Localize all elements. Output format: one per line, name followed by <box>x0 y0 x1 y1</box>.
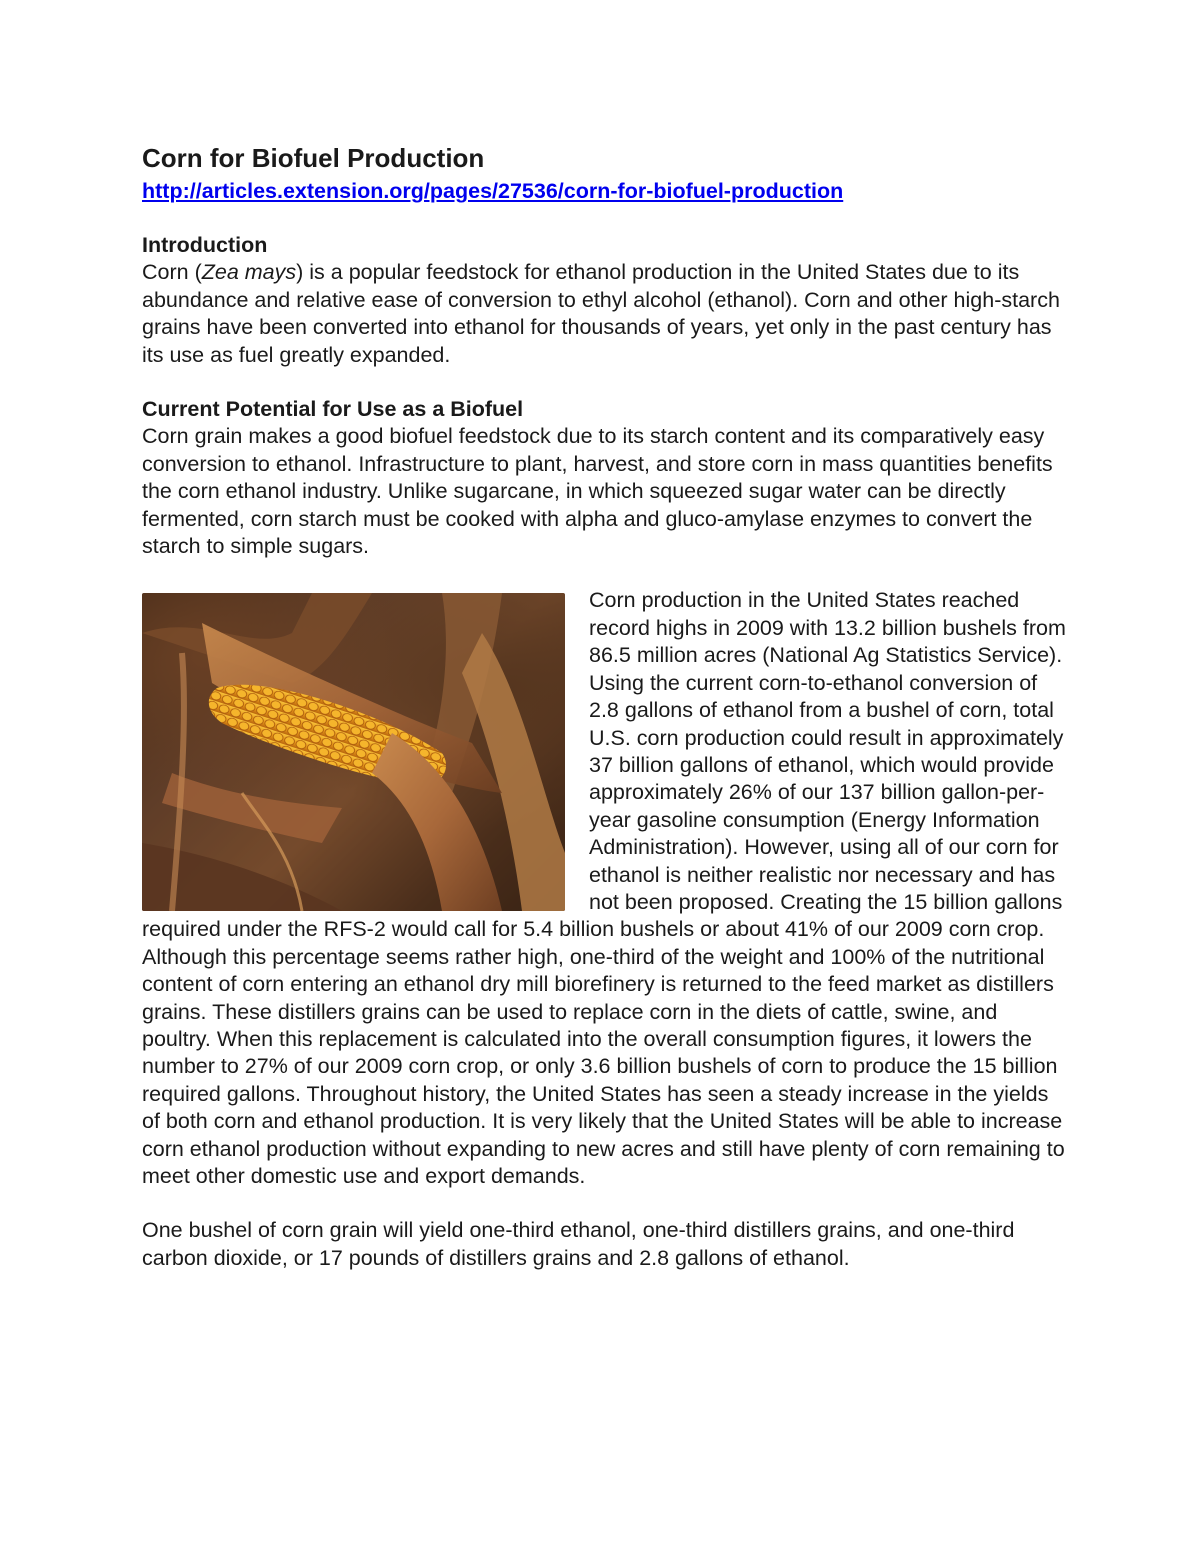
intro-text-end: ) is a popular feedstock for ethanol production in the United States due to its abundance and relative ease of conversion to ethyl alcohol (ethanol). Corn and other high-starch grains have been converted into ethanol for thousands of years, yet only in the past century has its use as fuel greatly expanded. <box>142 260 1060 367</box>
scientific-name: Zea mays <box>201 260 297 285</box>
intro-text-start: Corn ( <box>142 260 202 285</box>
potential-paragraph-1: Corn grain makes a good biofuel feedstock due to its starch content and its comparatively easy conversion to ethanol. Infrastructure to plant, harvest, and store corn in mass quantities benefits the corn ethanol industry. Unlike sugarcane, in which squeezed sugar water can be directly fermented, corn starch must be cooked with alpha and gluco-amylase enzymes to convert the starch to simple sugars. <box>142 424 1053 559</box>
introduction-paragraph <box>142 259 1072 369</box>
introduction-heading: Introduction <box>142 233 268 257</box>
document-content <box>142 140 1072 1272</box>
potential-paragraph-3: One bushel of corn grain will yield one-third ethanol, one-third distillers grains, and one-third carbon dioxide, or 17 pounds of distillers grains and 2.8 gallons of ethanol. <box>142 1218 1015 1270</box>
current-potential-heading: Current Potential for Use as a Biofuel <box>142 397 524 422</box>
corn-ear-illustration <box>142 593 565 911</box>
document-title: Corn for Biofuel Production <box>142 143 485 173</box>
potential-paragraph-2: Corn production in the United States reached record highs in 2009 with 13.2 billion bushels from 86.5 million acres (National Ag Statistics Service). Using the current corn-to-ethanol conversion of 2.8 gallons of ethanol from a bushel of corn, total U.S. corn production could result in approximately 37 billion gallons of ethanol, which would provide approximately 26% of our 137 billion gallon-per-year gasoline consumption (Energy Information Administration). However, using all of our corn for ethanol is neither realistic nor necessary and has not been proposed. Creating the 15 billion gallons required under the RFS-2 would call for 5.4 billion bushels or about 41% of our 2009 corn crop. Although this percentage seems rather high, one-third of the weight and 100% of the nutritional content of corn entering an ethanol dry mill biorefinery is returned to the feed market as distillers grains. These distillers grains can be used to replace corn in the diets of cattle, swine, and poultry. When this replacement is calculated into the overall consumption figures, it lowers the number to 27% of our 2009 corn crop, or only 3.6 billion bushels of corn to produce the 15 billion required gallons. Throughout history, the United States has seen a steady increase in the yields of both corn and ethanol production. It is very likely that the United States will be able to increase corn ethanol production without expanding to new acres and still have plenty of corn remaining to meet other domestic use and export demands. <box>142 588 1066 1188</box>
source-link[interactable]: http://articles.extension.org/pages/27536/corn-for-biofuel-production <box>142 179 844 203</box>
corn-ear-photo <box>142 593 565 911</box>
